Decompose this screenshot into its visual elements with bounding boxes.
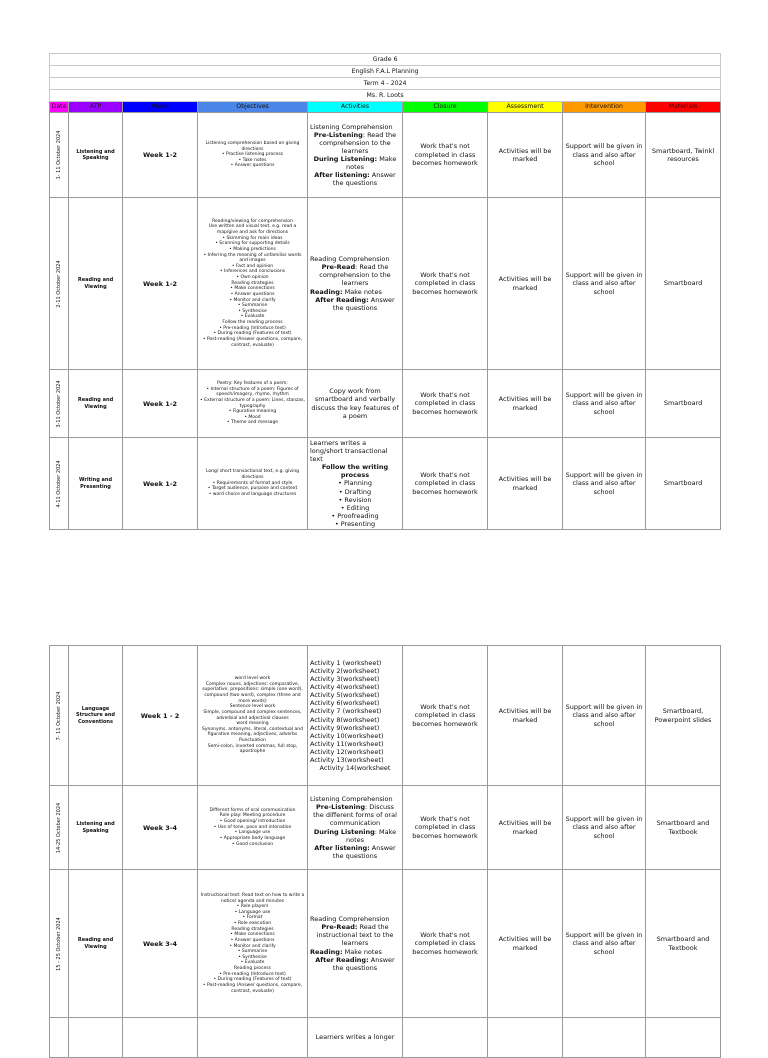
activity-line <box>310 683 400 691</box>
objective-line: • Synthesise <box>238 954 267 960</box>
objective-line: • Theme and message <box>226 420 279 426</box>
table-row <box>50 646 721 786</box>
activity-text: Pre-Listening <box>313 130 363 139</box>
objective-line: • Practise listening process <box>221 152 284 158</box>
activity-line <box>310 439 400 463</box>
activity-line <box>310 288 400 296</box>
objective-line: • Target audience, purpose and context <box>207 486 298 492</box>
objective-line: Punctuation <box>239 738 266 743</box>
activity-line <box>310 296 400 312</box>
activity-line <box>310 667 400 675</box>
activity-detail: Answer the questions <box>332 843 396 860</box>
ats-cell: Reading and Viewing <box>69 198 123 370</box>
date-cell <box>50 438 69 530</box>
ats-cell: Listening and Speaking <box>69 113 123 198</box>
date-cell <box>50 370 69 438</box>
assessment-cell: Activities will be marked <box>488 870 563 1018</box>
objective-line: • Pre-reading (Introduce text) <box>219 971 286 977</box>
activity-line <box>310 691 400 699</box>
activities-cell <box>308 786 403 870</box>
objectives-cell <box>198 786 308 870</box>
materials-cell: Smartboard <box>646 198 721 370</box>
objective-line: • Format <box>242 915 263 921</box>
activity-text: Activity 13(worksheet) <box>310 756 384 765</box>
date-text: 7- 11 October 2024 <box>56 691 62 740</box>
objectives-cell <box>198 370 308 438</box>
activity-text: • Planning <box>338 479 372 488</box>
activity-text: Activity 3(worksheet) <box>310 674 380 683</box>
activity-detail: Make notes <box>342 287 382 296</box>
activity-line <box>310 155 400 171</box>
objective-line: • Answer questions <box>230 937 275 943</box>
activity-line <box>310 520 400 528</box>
objective-line: • Summarise <box>237 949 268 955</box>
date-cell <box>50 113 69 198</box>
planning-table-2 <box>49 645 721 1058</box>
date-text: 1- 11 October 2024 <box>56 130 62 180</box>
table-row <box>50 198 721 370</box>
activity-text: Pre-Read <box>321 263 356 272</box>
materials-cell: Smartboard <box>646 438 721 530</box>
objective-line: • Use of tone, pace and intonation <box>213 824 292 830</box>
objective-line: • External structure of a poem: Lines, stanzas, typography <box>200 397 305 409</box>
activity-text: Activity 11(worksheet) <box>310 739 384 748</box>
date-text: 2-11 October 2024 <box>56 259 62 308</box>
grade-title: Grade 6 <box>50 54 721 66</box>
activity-line <box>310 740 400 748</box>
objective-line: • Scanning for supporting details <box>215 241 290 247</box>
intervention-cell: Support will be given in class and also after school <box>563 113 646 198</box>
ats-cell: Reading and Viewing <box>69 370 123 438</box>
objective-line: • Evaluate <box>240 314 265 320</box>
activity-detail: : Make notes <box>345 827 397 844</box>
objective-line: Reading process <box>234 966 271 971</box>
ats-cell: Listening and Speaking <box>69 786 123 870</box>
objective-line: • Inferring the meaning of unfamiliar words and images <box>203 252 302 264</box>
activity-detail: Answer the questions <box>332 295 395 312</box>
objectives-cell <box>198 646 308 786</box>
objective-line: Poetry: Key features of a poem: <box>217 381 288 386</box>
objective-line: • Fact and opinion <box>231 263 274 269</box>
activity-text: • Drafting <box>338 487 372 496</box>
ats-cell: Writing and Presenting <box>69 438 123 530</box>
activity-line <box>310 255 400 263</box>
objective-line: • Language use <box>234 830 271 836</box>
activity-text: Reading Comprehension <box>310 915 390 924</box>
objective-line: • Good opening/ introduction <box>219 819 286 825</box>
materials-cell: Smartboard, Powerpoint slides <box>646 646 721 786</box>
date-text: 15 - 25 October 2024 <box>56 916 62 971</box>
objective-line: • Appropriate body language <box>219 835 286 841</box>
objective-line: • Making predictions <box>229 246 276 252</box>
activity-text: Activity 12(worksheet) <box>310 748 384 756</box>
closure-cell: Work that's not completed in class becomes homework <box>403 870 488 1018</box>
intervention-cell: Support will be given in class and also after school <box>563 370 646 438</box>
activity-line <box>310 828 400 844</box>
objective-line: word meaning <box>236 721 269 727</box>
term-title: Term 4 - 2024 <box>50 78 721 90</box>
objective-line: Reading strategies <box>231 280 274 286</box>
assessment-cell: Activities will be marked <box>488 646 563 786</box>
assessment-cell: Activities will be marked <box>488 370 563 438</box>
objective-line: Complex nouns, adjectives: comparative, superlative, prepositions: simple (one word), compound (two word), complex (three and more words) <box>202 681 303 704</box>
objective-line: • Monitor and clarify <box>229 943 276 949</box>
activity-detail: Answer the questions <box>332 955 395 972</box>
teacher-name: Ms. R. Loots <box>50 90 721 102</box>
activity-line <box>310 844 400 860</box>
materials-cell: Smartboard, Twinkl resources <box>646 113 721 198</box>
objective-line: • Make connections <box>230 932 275 938</box>
objective-line: • Role players <box>236 904 269 910</box>
activity-line <box>310 756 400 764</box>
activity-text: Copy work from smartboard and verbally discuss the key features of a poem <box>311 387 399 420</box>
activity-line <box>310 923 400 947</box>
objective-line: • word choice and language structures <box>208 491 297 497</box>
activity-line <box>310 956 400 972</box>
date-text: 4-11 October 2024 <box>56 459 62 508</box>
objective-line: word level work <box>234 676 271 682</box>
objective-line: Listening comprehension based on giving directions <box>205 140 300 152</box>
activity-line <box>310 263 400 287</box>
activities-cell <box>308 438 403 530</box>
activity-line <box>310 803 400 827</box>
objective-line: Semi-colon, inverted commas, full stop, apostrophe <box>207 743 298 755</box>
activity-line <box>310 707 400 715</box>
activity-line <box>310 387 400 420</box>
objective-line: Instructional text: Read text on how to write a notice/ agenda and minutes <box>200 892 305 904</box>
closure-cell: Work that's not completed in class becomes homework <box>403 646 488 786</box>
week-cell: Week 3-4 <box>123 786 198 870</box>
objective-line: • Summarise <box>237 303 268 309</box>
table-row <box>50 438 721 530</box>
column-header-activities: Activities <box>308 102 403 113</box>
objective-line: Long/ short transactional text, e.g. giving directions <box>205 469 300 481</box>
activity-text: Reading: <box>310 947 343 956</box>
activity-line <box>310 732 400 740</box>
activities-cell <box>308 370 403 438</box>
activity-text: During Listening: <box>313 155 378 163</box>
assessment-cell: Activities will be marked <box>488 198 563 370</box>
table-row <box>50 370 721 438</box>
table-row <box>50 786 721 870</box>
activity-line <box>310 463 400 479</box>
activity-detail: : Read the comprehension to the learners <box>319 263 391 288</box>
intervention-cell: Support will be given in class and also after school <box>563 438 646 530</box>
activity-line <box>310 496 400 504</box>
activity-line <box>310 915 400 923</box>
week-cell: Week 3-4 <box>123 870 198 1018</box>
activity-line <box>310 171 400 187</box>
activities-cell <box>308 870 403 1018</box>
column-header-closure: Closure <box>403 102 488 113</box>
activity-text: Activity 1 (worksheet) <box>310 658 382 667</box>
activity-text: After listening: <box>314 171 370 180</box>
objective-line: Role play: Meeting procedure <box>219 813 286 819</box>
activity-text: Activity 14(worksheet <box>319 764 391 773</box>
objective-line: Reading strategies <box>231 926 274 932</box>
activity-text: During Listening <box>313 827 375 836</box>
activity-line <box>310 1033 400 1041</box>
intervention-cell: Support will be given in class and also after school <box>563 870 646 1018</box>
week-cell: Week 1-2 <box>123 198 198 370</box>
objective-line: • Inferences and conclusions <box>219 269 286 275</box>
activity-line <box>310 675 400 683</box>
column-header-date: Date <box>50 102 69 113</box>
assessment-cell: Activities will be marked <box>488 113 563 198</box>
activity-line <box>310 488 400 496</box>
activity-text: After Reading: <box>315 955 369 964</box>
assessment-cell: Activities will be marked <box>488 438 563 530</box>
objective-line: Follow the reading process <box>222 320 283 326</box>
activity-text: Activity 6(worksheet) <box>310 699 380 708</box>
week-cell: Week 1-2 <box>123 438 198 530</box>
activity-text: Reading Comprehension <box>310 255 390 264</box>
objective-line: • Role execution <box>233 921 272 926</box>
date-cell <box>50 198 69 370</box>
activity-line <box>310 479 400 487</box>
materials-cell: Smartboard and Textbook <box>646 786 721 870</box>
intervention-cell: Support will be given in class and also after school <box>563 786 646 870</box>
objective-line: • Make connections <box>230 286 275 292</box>
objective-line: • During reading (Features of text) <box>213 331 292 337</box>
objective-line: • Monitor and clarify <box>229 297 276 303</box>
activity-text: Activity 9(worksheet) <box>310 723 380 732</box>
closure-cell: Work that's not completed in class becomes homework <box>403 786 488 870</box>
activity-detail: Make notes <box>342 947 382 956</box>
activity-text: Follow the writing process <box>321 463 389 480</box>
activity-text: Activity 8(worksheet) <box>310 715 380 724</box>
closure-cell: Work that's not completed in class becomes homework <box>403 370 488 438</box>
objective-line: • Internal structure of a poem: Figures of speech/imagery, rhyme, rhythm <box>206 386 299 398</box>
assessment-cell: Activities will be marked <box>488 786 563 870</box>
date-text: 14-25 October 2024 <box>56 802 62 853</box>
activity-text: • Presenting <box>334 520 376 529</box>
activity-text: Reading: <box>310 287 343 296</box>
objective-line: • Post-reading (Answer questions, compare, contrast, evaluate) <box>202 982 303 994</box>
activity-line <box>310 748 400 756</box>
column-header-week: Week <box>123 102 198 113</box>
week-cell: Week 1-2 <box>123 370 198 438</box>
date-text: 3-11 October 2024 <box>56 379 62 428</box>
activity-text: After Reading: <box>315 295 369 304</box>
activity-text: Pre-Listening <box>316 803 366 812</box>
activities-cell <box>308 646 403 786</box>
activity-line <box>310 131 400 155</box>
objectives-cell <box>198 198 308 370</box>
activity-text: Pre-Read: <box>321 923 358 932</box>
column-header-materials: Materials <box>646 102 721 113</box>
objectives-cell <box>198 438 308 530</box>
date-cell <box>50 786 69 870</box>
subject-title: English F.A.L Planning <box>50 66 721 78</box>
objective-line: • Good conclusion <box>231 841 274 847</box>
activity-detail: : Discuss the different forms of oral communication <box>313 803 397 828</box>
intervention-cell: Support will be given in class and also after school <box>563 198 646 370</box>
activity-line <box>310 795 400 803</box>
objective-line: • Answer questions <box>230 291 275 297</box>
activity-line <box>310 504 400 512</box>
closure-cell: Work that's not completed in class becomes homework <box>403 198 488 370</box>
activity-text: • Proofreading <box>331 511 379 520</box>
week-cell: Week 1-2 <box>123 113 198 198</box>
materials-cell: Smartboard <box>646 370 721 438</box>
closure-cell: Work that's not completed in class becomes homework <box>403 438 488 530</box>
objective-line: Reading/viewing for comprehension <box>212 218 293 224</box>
objective-line: • Language use <box>234 909 271 915</box>
objective-line: Different forms of oral communication <box>209 807 296 813</box>
objective-line: • During reading (Features of text) <box>213 977 292 983</box>
date-cell <box>50 646 69 786</box>
objective-line: • Answer questions <box>230 163 275 169</box>
activity-text: Activity 5(worksheet) <box>310 691 380 700</box>
objective-line: • Post-reading (Answer questions, compare, contrast, evaluate) <box>202 336 303 348</box>
objective-line: • Requirements of format and style <box>212 480 293 486</box>
ats-cell: Language Structure and Conventions <box>69 646 123 786</box>
activity-line <box>310 716 400 724</box>
materials-cell: Smartboard and Textbook <box>646 870 721 1018</box>
objective-line: • Synthesise <box>238 308 267 314</box>
activity-line <box>310 699 400 707</box>
activity-text: Learners writes a longer <box>315 1033 395 1042</box>
objectives-cell <box>198 870 308 1018</box>
ats-cell: Reading and Viewing <box>69 870 123 1018</box>
activity-text: Listening Comprehension <box>310 122 393 131</box>
activity-text: Listening Comprehension <box>310 795 393 803</box>
date-cell <box>50 870 69 1018</box>
activity-line <box>310 659 400 667</box>
objective-line: • Pre-reading (Introduce text) <box>219 325 286 331</box>
closure-cell: Work that's not completed in class becomes homework <box>403 113 488 198</box>
table-row <box>50 870 721 1018</box>
activity-text: After listening: <box>314 843 370 852</box>
planning-table-1 <box>49 53 721 530</box>
objective-line: • Own opinion <box>236 275 269 281</box>
intervention-cell: Support will be given in class and also after school <box>563 646 646 786</box>
activity-text: • Revision <box>338 495 372 504</box>
objective-line: • Mood <box>244 414 261 420</box>
activity-text: • Editing <box>340 503 370 512</box>
objective-line: Synonyms, antonyms, literal, contextual and figurative meaning, adjectives, adverbs <box>202 726 303 738</box>
activity-detail: Read the instructional text to the learners <box>316 923 394 948</box>
activity-detail: Answer the questions <box>332 171 396 188</box>
activity-text: Activity 2(worksheet) <box>310 666 380 675</box>
objective-line: • Skimming for main ideas <box>222 235 283 241</box>
activity-text: Learners writes a long/short transactional text <box>310 438 388 464</box>
week-cell: Week 1 - 2 <box>123 646 198 786</box>
objective-line: Sentence level work <box>229 704 276 710</box>
column-header-assessment: Assessment <box>488 102 563 113</box>
objective-line: Simple, compound and complex sentences, adverbial and adjectival clauses <box>203 709 302 721</box>
activity-line <box>310 724 400 732</box>
objective-line: • Evaluate <box>240 960 265 966</box>
activities-cell <box>308 198 403 370</box>
objective-line: Use written and visual text, e.g. read a map/give and ask for directions <box>208 224 297 236</box>
activity-detail: : Read the comprehension to the learners <box>319 130 397 155</box>
objectives-cell <box>198 113 308 198</box>
objective-line: • Take notes <box>238 157 267 163</box>
column-header-intervention: Intervention <box>563 102 646 113</box>
activity-detail: Make notes <box>345 155 397 172</box>
activity-line <box>310 948 400 956</box>
column-header-row <box>50 102 721 113</box>
table-row <box>50 113 721 198</box>
activity-text: Activity 10(worksheet) <box>310 731 384 740</box>
activity-text: Activity 4(worksheet) <box>310 683 380 691</box>
column-header-objectives: Objectives <box>198 102 308 113</box>
activity-line <box>310 123 400 131</box>
activities-cell <box>308 113 403 198</box>
activity-line <box>310 512 400 520</box>
column-header-atp: ATP <box>69 102 123 113</box>
objective-line: • Figurative meaning <box>228 409 277 415</box>
activity-text: Activity 7 (worksheet) <box>310 707 382 716</box>
activity-line <box>310 764 400 772</box>
